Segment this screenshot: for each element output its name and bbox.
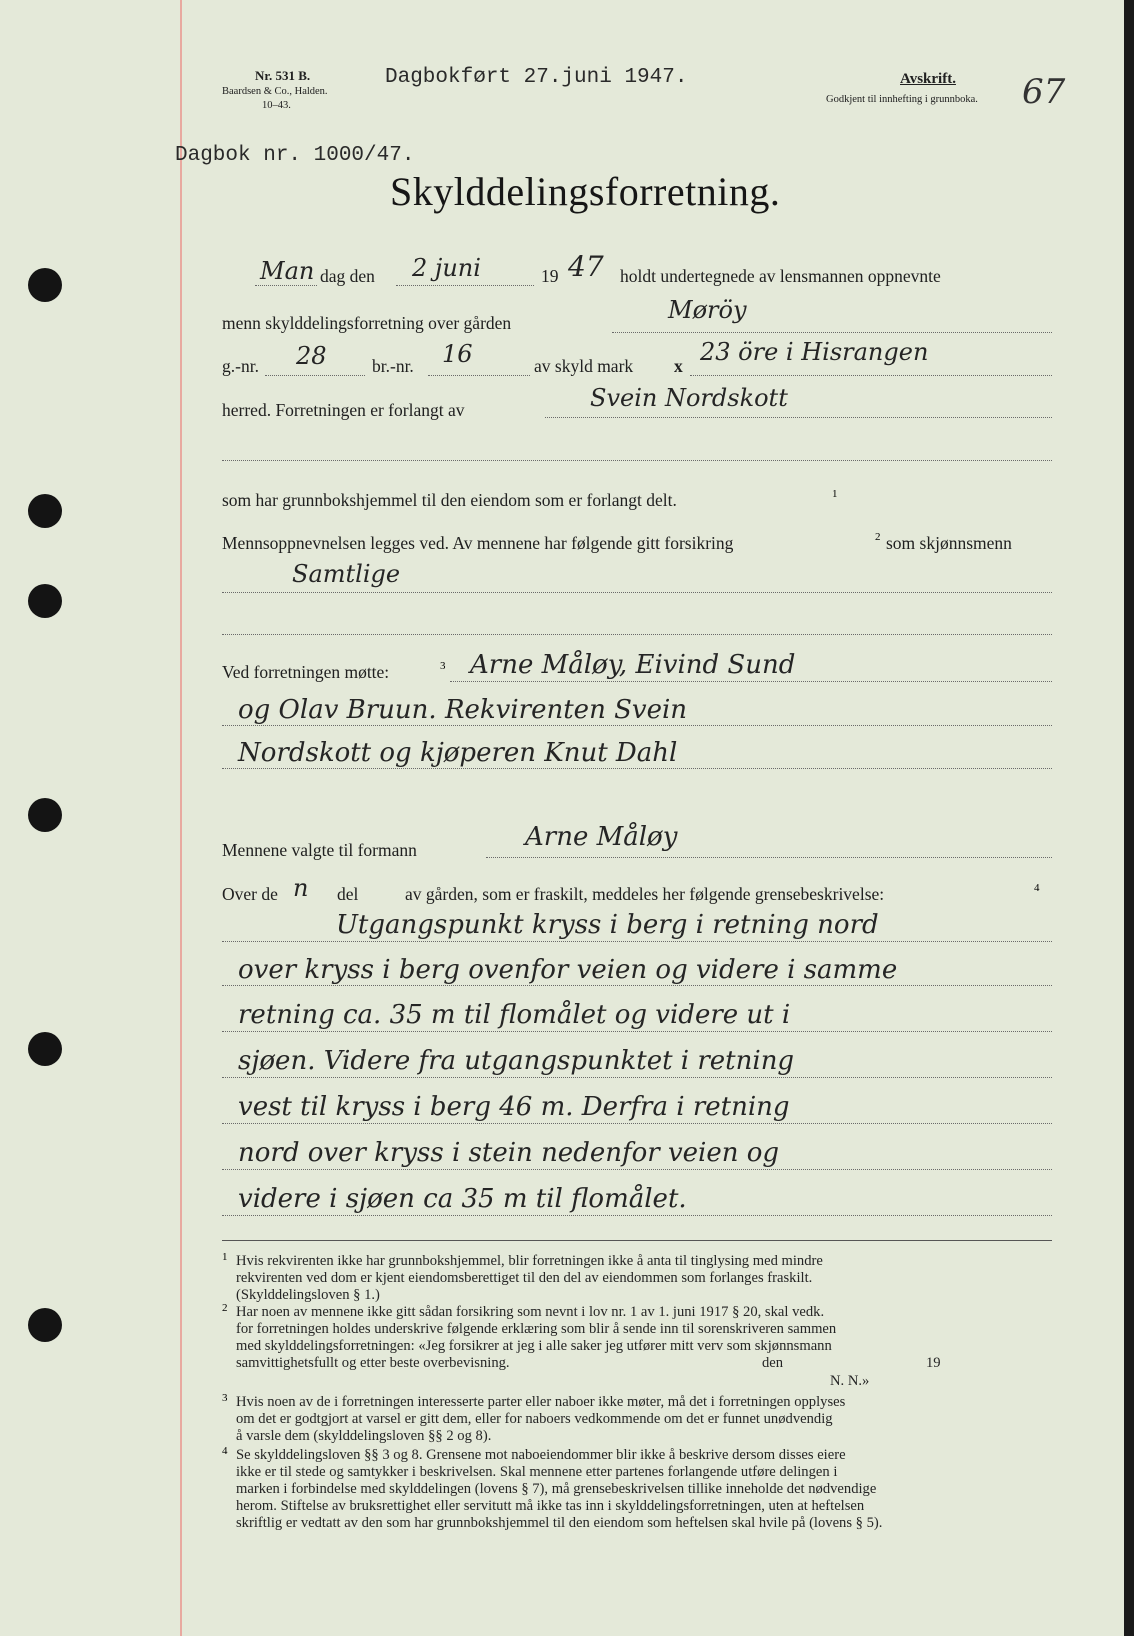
- fill-line: [222, 725, 1052, 726]
- footnote-text: marken i forbindelse med skylddelingen (lovens § 7), må grensebeskrivelsen tillike inneholde det nødvendige: [236, 1481, 877, 1497]
- fill-line: [222, 1123, 1052, 1124]
- grunnbok-text: som har grunnbokshjemmel til den eiendom som er forlangt delt.: [222, 490, 677, 510]
- footnote-text: herom. Stiftelse av bruksrettighet eller servitutt må ikke tas inn i skylddelingsforretningen, uten at heftelsen: [236, 1498, 865, 1514]
- over-de-handwritten: n: [293, 874, 309, 902]
- fill-line: [222, 1215, 1052, 1216]
- year-handwritten: 47: [568, 250, 604, 283]
- menn-text: menn skylddelingsforretning over gården: [222, 313, 512, 333]
- printer-line: Baardsen & Co., Halden.: [222, 86, 328, 97]
- dagbok-number: Dagbok nr. 1000/47.: [175, 144, 415, 167]
- avskrift-title: Avskrift.: [900, 71, 956, 87]
- footnote-text: Hvis noen av de i forretningen interesserte parter eller naboer ikke møter, må det i forretningen opplyses: [236, 1394, 846, 1410]
- footnote-text: for forretningen holdes underskrive følgende erklæring som blir å sende inn til sorenskriveren sammen: [236, 1321, 837, 1337]
- fill-line: [222, 592, 1052, 593]
- footnote-text: skriftlig er vedtatt av den som har grunnbokshjemmel til den eiendom som heftelsen skal hvile på (lovens § 5).: [236, 1515, 883, 1531]
- description-line: nord over kryss i stein nedenfor veien og: [238, 1138, 780, 1168]
- fill-line: [222, 460, 1052, 461]
- description-line: vest til kryss i berg 46 m. Derfra i retning: [238, 1092, 790, 1122]
- formann-label: Mennene valgte til formann: [222, 840, 417, 860]
- fill-line: [222, 941, 1052, 942]
- skyld-mark-x: x: [674, 356, 683, 376]
- footnote-text: Se skylddelingsloven §§ 3 og 8. Grensene mot naboeiendommer blir ikke å beskrive dersom disses eiere: [236, 1447, 846, 1463]
- fill-line: [396, 285, 534, 286]
- footnote-separator: [222, 1240, 1052, 1241]
- fill-line: [612, 332, 1052, 333]
- footnote-text: (Skylddelingsloven § 1.): [236, 1287, 380, 1303]
- footnote-year: 19: [926, 1355, 941, 1371]
- gnr-value: 28: [296, 342, 327, 370]
- fill-line: [222, 1031, 1052, 1032]
- year-prefix: 19: [541, 266, 559, 286]
- footnote-ref: 4: [1034, 882, 1040, 894]
- fill-line: [255, 285, 317, 286]
- footnote-text: samvittighetsfullt og etter beste overbevisning.: [236, 1355, 510, 1371]
- fill-line: [222, 1077, 1052, 1078]
- fill-line: [486, 857, 1052, 858]
- footnote-ref: 2: [875, 531, 881, 543]
- avskrift-note: Godkjent til innhefting i grunnboka.: [826, 94, 978, 105]
- fill-line: [450, 681, 1052, 682]
- attendees-line-1: Arne Måløy, Eivind Sund: [470, 650, 796, 680]
- margin-rule: [180, 0, 182, 1636]
- over-de-label: Over de: [222, 884, 278, 904]
- formann-value: Arne Måløy: [525, 822, 678, 852]
- fill-line: [222, 985, 1052, 986]
- requester-name: Svein Nordskott: [590, 384, 788, 412]
- brnr-value: 16: [442, 340, 473, 368]
- punch-hole: [28, 584, 62, 618]
- form-number: Nr. 531 B.: [255, 68, 311, 83]
- punch-hole: [28, 268, 62, 302]
- attendees-line-2: og Olav Bruun. Rekvirenten Svein: [238, 695, 688, 725]
- footnote-number: 3: [222, 1392, 228, 1404]
- skyld-label: av skyld mark: [534, 356, 634, 376]
- fill-line: [428, 375, 530, 376]
- description-line: sjøen. Videre fra utgangspunktet i retning: [238, 1046, 795, 1076]
- punch-hole: [28, 494, 62, 528]
- fill-line: [222, 1169, 1052, 1170]
- footnote-text: å varsle dem (skylddelingsloven §§ 2 og 8).: [236, 1428, 492, 1444]
- page-title: Skylddelingsforretning.: [390, 169, 781, 214]
- gnr-label: g.-nr.: [222, 356, 259, 376]
- attendees-line-3: Nordskott og kjøperen Knut Dahl: [238, 738, 678, 768]
- fill-line: [545, 417, 1052, 418]
- mennsopp-text: Mennsoppnevnelsen legges ved. Av mennene har følgende gitt forsikring: [222, 533, 734, 553]
- farm-name: Møröy: [668, 296, 747, 324]
- mennsopp-text-end: som skjønnsmenn: [886, 533, 1012, 553]
- footnote-text: Hvis rekvirenten ikke har grunnbokshjemmel, blir forretningen ikke å anta til tinglysing med mindre: [236, 1253, 823, 1269]
- footnote-den: den: [762, 1355, 784, 1371]
- punch-hole: [28, 798, 62, 832]
- footnote-number: 4: [222, 1445, 228, 1457]
- date-handwritten: 2 juni: [412, 254, 481, 282]
- description-line: videre i sjøen ca 35 m til flomålet.: [238, 1184, 687, 1214]
- description-line: retning ca. 35 m til flomålet og videre ut i: [238, 1000, 791, 1030]
- description-line: over kryss i berg ovenfor veien og videre i samme: [238, 955, 898, 985]
- footnote-text: Har noen av mennene ikke gitt sådan forsikring som nevnt i lov nr. 1 av 1. juni 1917 § 20, skal vedk.: [236, 1304, 825, 1320]
- description-line: Utgangspunkt kryss i berg i retning nord: [336, 910, 879, 940]
- printer-date: 10–43.: [262, 100, 291, 111]
- samtlige-handwritten: Samtlige: [292, 560, 401, 588]
- fill-line: [222, 634, 1052, 635]
- footnote-ref: 3: [440, 660, 446, 672]
- footnote-text: ikke er til stede og samtykker i beskrivelsen. Skal mennene etter partenes forlangende utføre delingen i: [236, 1464, 838, 1480]
- fill-line: [265, 375, 365, 376]
- punch-hole: [28, 1032, 62, 1066]
- page-number: 67: [1022, 72, 1066, 112]
- del-label: del: [337, 884, 359, 904]
- footnote-text: rekvirenten ved dom er kjent eiendomsberettiget til den del av eiendommen som forlanges fraskilt.: [236, 1270, 813, 1286]
- holdt-text: holdt undertegnede av lensmannen oppnevnte: [620, 266, 941, 286]
- fill-line: [690, 375, 1052, 376]
- footnote-nn: N. N.»: [830, 1373, 870, 1389]
- day-handwritten: Man: [260, 257, 315, 285]
- herred-text: herred. Forretningen er forlangt av: [222, 400, 465, 420]
- skyld-value: 23 öre i Hisrangen: [700, 338, 929, 366]
- brnr-label: br.-nr.: [372, 356, 414, 376]
- ved-label: Ved forretningen møtte:: [222, 662, 390, 682]
- footnote-text: med skylddelingsforretningen: «Jeg forsikrer at jeg i alle saker jeg utfører mitt verv som skjønnsmann: [236, 1338, 832, 1354]
- footnote-number: 1: [222, 1251, 228, 1263]
- over-rest-text: av gården, som er fraskilt, meddeles her følgende grensebeskrivelse:: [405, 884, 885, 904]
- footnote-number: 2: [222, 1302, 228, 1314]
- fill-line: [222, 768, 1052, 769]
- footnote-ref: 1: [832, 488, 838, 500]
- punch-hole: [28, 1308, 62, 1342]
- dagbokfort-stamp: Dagbokført 27.juni 1947.: [385, 66, 688, 89]
- footnote-text: om det er godtgjort at varsel er gitt dem, eller for naboers vedkommende om det er funnet unødvendig: [236, 1411, 833, 1427]
- dag-den-label: dag den: [320, 266, 375, 286]
